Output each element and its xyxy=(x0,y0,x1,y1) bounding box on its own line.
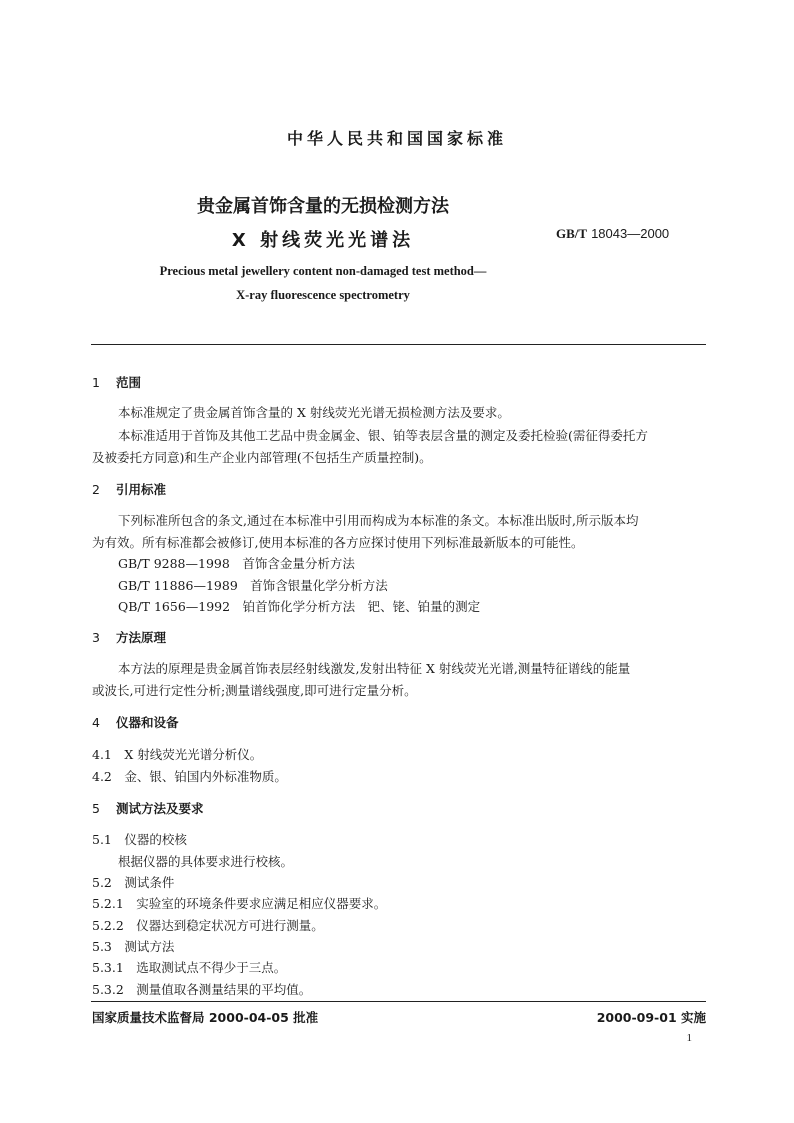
section-5-heading xyxy=(92,799,204,817)
clause-item: 5.2 测试条件 xyxy=(92,875,175,890)
clause-item: 5.1 仪器的校核 xyxy=(92,832,187,847)
section-title: 仪器和设备 xyxy=(116,715,179,730)
section-1-heading xyxy=(92,373,141,391)
paragraph-continuation: 为有效。所有标准都会被修订,使用本标准的各方应探讨使用下列标准最新版本的可能性。 xyxy=(92,535,584,550)
clause-item: 4.1 X 射线荧光光谱分析仪。 xyxy=(92,747,263,762)
reference-item: QB/T 1656—1992 铂首饰化学分析方法 钯、铑、铂量的测定 xyxy=(118,599,481,614)
approval-line: 国家质量技术监督局 2000-04-05 批准 xyxy=(92,1010,319,1025)
header-divider xyxy=(91,344,706,345)
section-number: 1 xyxy=(92,375,100,390)
section-title: 方法原理 xyxy=(116,630,167,645)
section-title: 引用标准 xyxy=(116,482,167,497)
reference-item: GB/T 11886—1989 首饰含银量化学分析方法 xyxy=(118,578,388,593)
paragraph: 本标准适用于首饰及其他工艺品中贵金属金、银、铂等表层含量的测定及委托检验(需征得委托方 xyxy=(118,428,648,443)
section-4-heading xyxy=(92,713,179,731)
document-subtitle-cn: X 射线荧光光谱法 xyxy=(231,230,415,251)
section-number: 5 xyxy=(92,801,100,816)
implementation-line: 2000-09-01 实施 xyxy=(596,1010,706,1025)
clause-item: 5.3 测试方法 xyxy=(92,939,175,954)
standard-code: 18043—2000 xyxy=(591,226,670,241)
section-title: 范围 xyxy=(116,375,142,390)
clause-item: 4.2 金、银、铂国内外标准物质。 xyxy=(92,769,287,784)
clause-item: 5.2.2 仪器达到稳定状况方可进行测量。 xyxy=(92,918,324,933)
page-number: 1 xyxy=(686,1032,692,1044)
paragraph: 根据仪器的具体要求进行校核。 xyxy=(118,854,294,869)
paragraph-continuation: 或波长,可进行定性分析;测量谱线强度,即可进行定量分析。 xyxy=(92,683,417,698)
section-2-heading xyxy=(92,480,166,498)
paragraph: 本方法的原理是贵金属首饰表层经射线激发,发射出特征 X 射线荧光光谱,测量特征谱线的能量 xyxy=(118,661,631,676)
document-title-en: Precious metal jewellery content non-damaged test method— xyxy=(159,264,487,278)
standard-prefix: GB/T xyxy=(556,226,588,241)
section-3-heading xyxy=(92,628,166,646)
document-subtitle-en: X-ray fluorescence spectrometry xyxy=(236,288,410,302)
paragraph: 本标准规定了贵金属首饰含量的 X 射线荧光光谱无损检测方法及要求。 xyxy=(118,405,510,420)
document-title-cn: 贵金属首饰含量的无损检测方法 xyxy=(197,196,449,217)
standard-number xyxy=(556,226,669,242)
section-number: 3 xyxy=(92,630,100,645)
standard-header: 中华人民共和国国家标准 xyxy=(286,129,507,148)
reference-item: GB/T 9288—1998 首饰含金量分析方法 xyxy=(118,556,355,571)
clause-item: 5.3.2 测量值取各测量结果的平均值。 xyxy=(92,982,312,997)
paragraph-continuation: 及被委托方同意)和生产企业内部管理(不包括生产质量控制)。 xyxy=(92,450,432,465)
section-title: 测试方法及要求 xyxy=(116,801,204,816)
section-number: 2 xyxy=(92,482,100,497)
paragraph: 下列标准所包含的条文,通过在本标准中引用而构成为本标准的条文。本标准出版时,所示版本均 xyxy=(118,513,639,528)
clause-item: 5.3.1 选取测试点不得少于三点。 xyxy=(92,960,287,975)
footer-divider xyxy=(91,1001,706,1002)
section-number: 4 xyxy=(92,715,100,730)
clause-item: 5.2.1 实验室的环境条件要求应满足相应仪器要求。 xyxy=(92,896,387,911)
